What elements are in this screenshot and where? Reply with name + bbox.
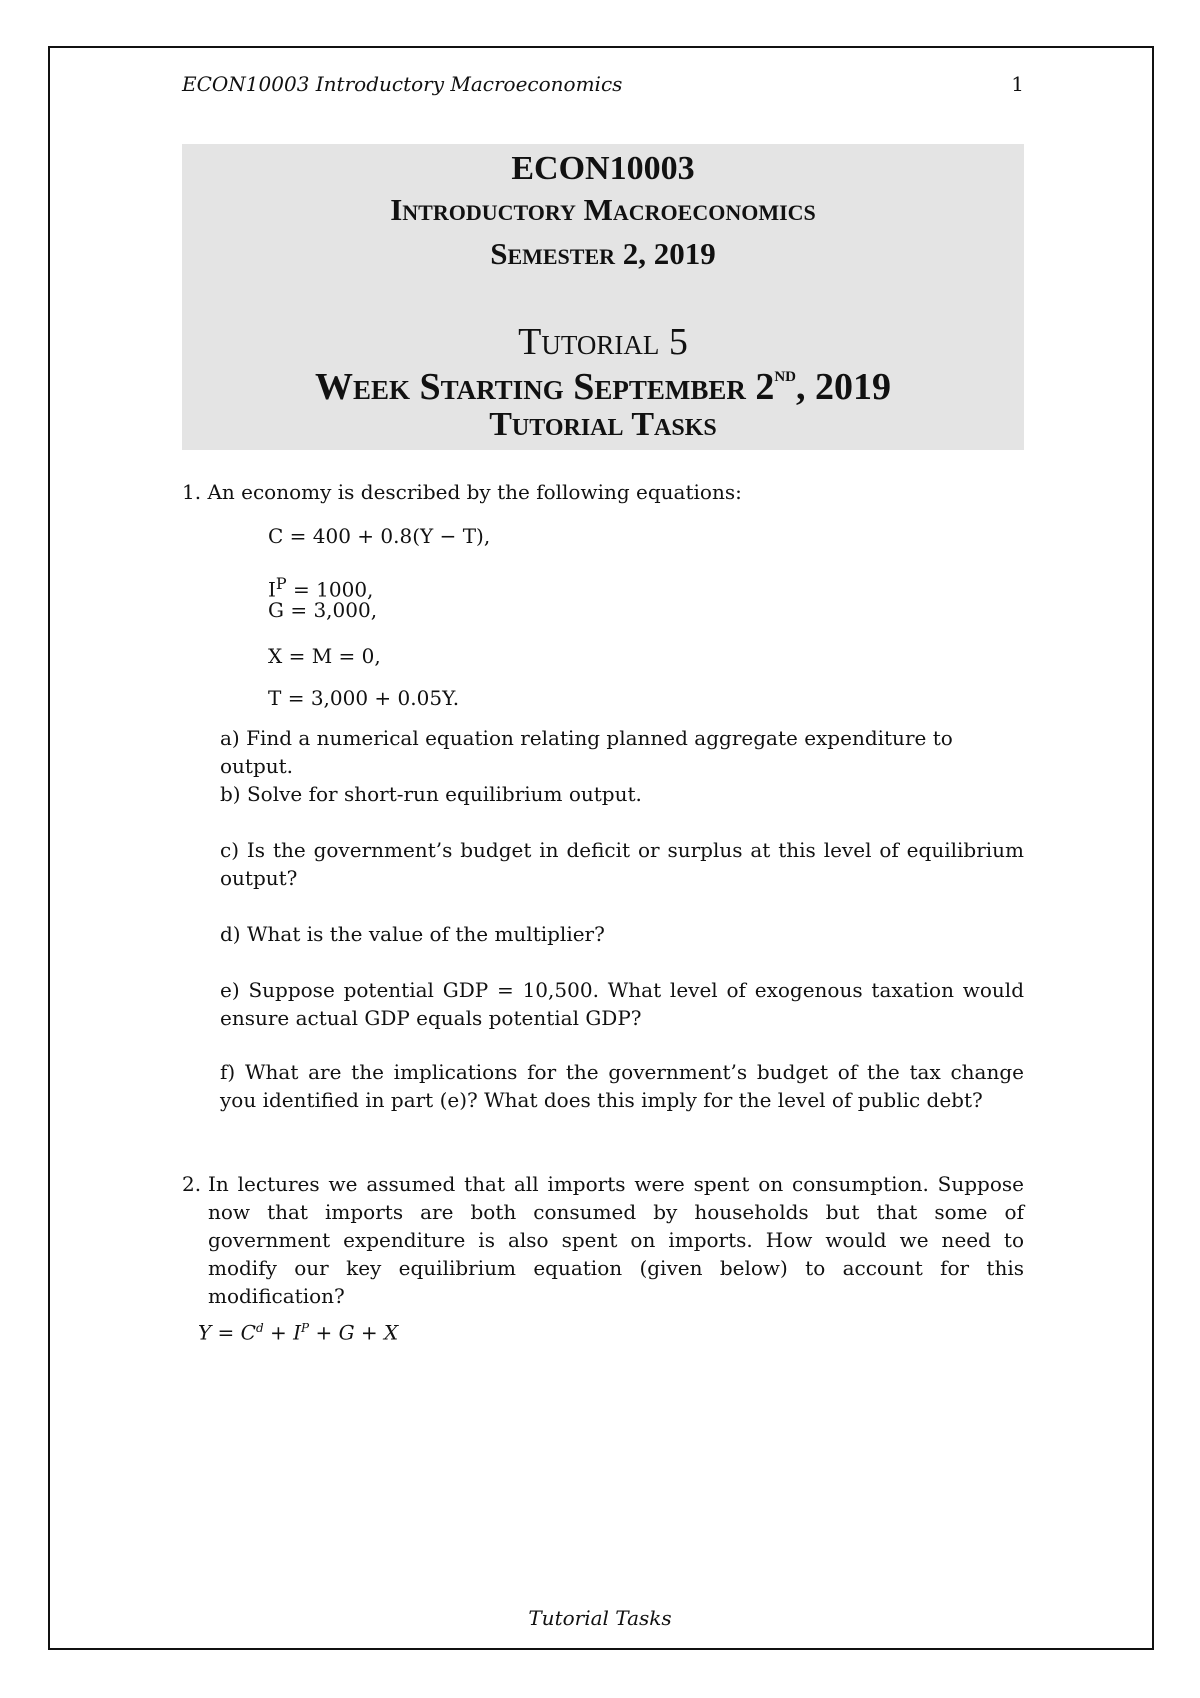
- week-ordinal: nd: [774, 362, 797, 386]
- q1-part-c: c) Is the government’s budget in deficit or surplus at this level of equilibrium output?: [220, 838, 1024, 890]
- q2-text: In lectures we assumed that all imports were spent on consumption. Suppose now that imports are both consumed by households but that some of government expenditure is also spent on imports. How would we need to modify our key equilibrium equation (given below) to account for this modification?: [208, 1172, 1024, 1308]
- course-code: ECON10003: [511, 150, 695, 187]
- key-equilibrium-equation: [198, 1314, 398, 1347]
- q2-number: 2.: [182, 1172, 202, 1196]
- page-number: 1: [1011, 72, 1024, 96]
- week-suffix: , 2019: [796, 365, 892, 408]
- q1-part-a: a) Find a numerical equation relating planned aggregate expenditure to output.: [220, 726, 953, 778]
- q1-part-e: e) Suppose potential GDP = 10,500. What level of exogenous taxation would ensure actual GDP equals potential GDP?: [220, 978, 1024, 1030]
- eq-ip-base: I: [268, 577, 276, 602]
- week-prefix: Week Starting September 2: [314, 365, 775, 408]
- week-starting: [182, 362, 1024, 409]
- q1-part-b: b) Solve for short-run equilibrium output.: [220, 782, 642, 806]
- title-block: [182, 144, 1024, 450]
- eq-government: G = 3,000,: [268, 598, 378, 622]
- eq-consumption: C = 400 + 0.8(Y − T),: [268, 524, 491, 548]
- header-course-title: ECON10003 Introductory Macroeconomics: [182, 72, 623, 96]
- eq-ip-sup: P: [275, 574, 287, 593]
- q1-intro: 1. An economy is described by the following equations:: [182, 480, 742, 504]
- tutorial-tasks-heading: Tutorial Tasks: [489, 406, 717, 443]
- eq-tax: T = 3,000 + 0.05Y.: [268, 686, 460, 710]
- q1-part-d: d) What is the value of the multiplier?: [220, 922, 605, 946]
- semester: Semester 2, 2019: [490, 236, 716, 271]
- key-eq-i-sup: P: [301, 1321, 310, 1335]
- key-eq-plus-i: + I: [263, 1320, 302, 1345]
- key-eq-c-sup: d: [255, 1321, 264, 1335]
- eq-trade: X = M = 0,: [268, 644, 381, 668]
- key-eq-y: Y = C: [198, 1320, 256, 1345]
- tutorial-number: Tutorial 5: [518, 321, 688, 363]
- running-header: [182, 72, 1024, 96]
- q1-part-f: f) What are the implications for the government’s budget of the tax change you identified in part (e)? What does this imply for the level of public debt?: [220, 1060, 1024, 1112]
- running-footer: Tutorial Tasks: [528, 1606, 672, 1630]
- key-eq-rest: + G + X: [309, 1320, 399, 1345]
- eq-ip-rest: = 1000,: [286, 577, 374, 602]
- course-name: Introductory Macroeconomics: [390, 192, 816, 227]
